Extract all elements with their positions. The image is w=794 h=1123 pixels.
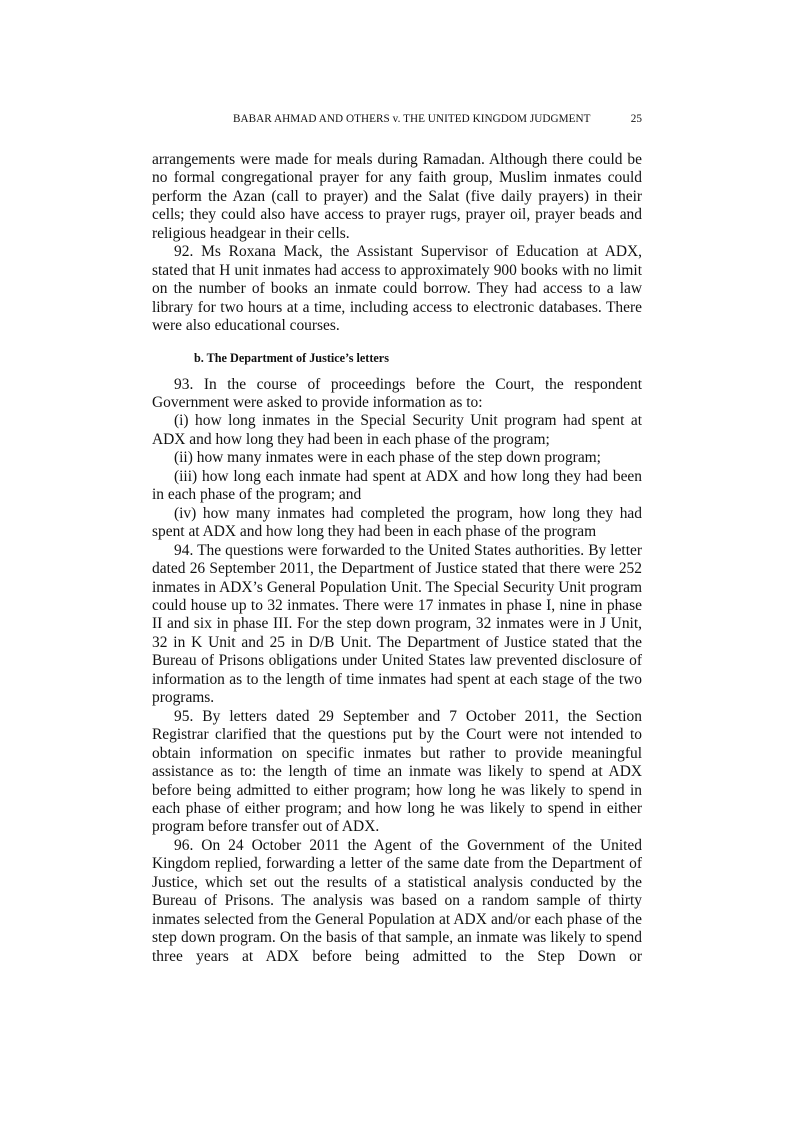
- paragraph-96: 96. On 24 October 2011 the Agent of the Government of the United Kingdom replied, forwarding a letter of the same date from the Department of Justice, which set out the results of a statistical analysis conducted by the Bureau of Prisons. The analysis was based on a random sample of thirty inmates selected from the General Population at ADX and/or each phase of the step down program. On the basis of that sample, an inmate was likely to spend three years at ADX before being admitted to the Step Down or: [152, 836, 642, 965]
- paragraph-continuation: arrangements were made for meals during Ramadan. Although there could be no formal congregational prayer for any faith group, Muslim inmates could perform the Azan (call to prayer) and the Salat (five daily prayers) in their cells; they could also have access to prayer rugs, prayer oil, prayer beads and religious headgear in their cells.: [152, 151, 642, 242]
- paragraph-95: 95. By letters dated 29 September and 7 October 2011, the Section Registrar clarified that the questions put by the Court were not intended to obtain information on specific inmates but rather to provide meaningful assistance as to: the length of time an inmate was likely to spend at ADX before being admitted to either program; how long he was likely to spend in each phase of either program; and how long he was likely to spend in either program before transfer out of ADX.: [152, 707, 642, 836]
- running-title: BABAR AHMAD AND OTHERS v. THE UNITED KINGDOM JUDGMENT: [233, 113, 591, 125]
- page-number: 25: [630, 113, 642, 125]
- running-header: [152, 113, 642, 129]
- paragraph-93-item-iii: (iii) how long each inmate had spent at ADX and how long they had been in each phase of the program; and: [152, 467, 642, 504]
- paragraph-93-item-i: (i) how long inmates in the Special Security Unit program had spent at ADX and how long they had been in each phase of the program;: [152, 412, 642, 448]
- paragraph-93-item-iv: (iv) how many inmates had completed the program, how long they had spent at ADX and how long they had been in each phase of the program: [152, 504, 642, 541]
- document-body: [152, 151, 642, 966]
- section-subheading: b. The Department of Justice’s letters: [194, 350, 389, 365]
- paragraph-92: 92. Ms Roxana Mack, the Assistant Supervisor of Education at ADX, stated that H unit inmates had access to approximately 900 books with no limit on the number of books an inmate could borrow. They had access to a law library for two hours at a time, including access to electronic databases. There were also educational courses.: [152, 243, 642, 335]
- paragraph-93: 93. In the course of proceedings before the Court, the respondent Government were asked to provide information as to:: [152, 375, 642, 411]
- paragraph-94: 94. The questions were forwarded to the United States authorities. By letter dated 26 September 2011, the Department of Justice stated that there were 252 inmates in ADX’s General Population Unit. The Special Security Unit program could house up to 32 inmates. There were 17 inmates in phase I, nine in phase II and six in phase III. For the step down program, 32 inmates were in J Unit, 32 in K Unit and 25 in D/B Unit. The Department of Justice stated that the Bureau of Prisons obligations under United States law prevented disclosure of information as to the length of time inmates had spent at each stage of the two programs.: [152, 541, 642, 707]
- paragraph-93-item-ii: (ii) how many inmates were in each phase of the step down program;: [174, 449, 601, 467]
